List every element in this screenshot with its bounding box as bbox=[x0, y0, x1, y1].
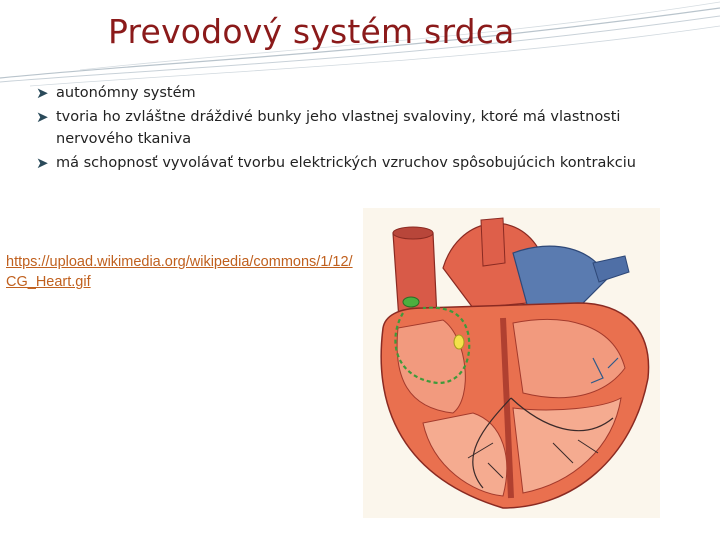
bullet-text: tvoria ho zvláštne dráždivé bunky jeho vlastnej svaloviny, ktoré má vlastnosti nervového tkaniva bbox=[56, 109, 621, 147]
heart-illustration bbox=[363, 208, 660, 518]
bullet-item bbox=[36, 82, 686, 104]
bullet-list bbox=[36, 82, 686, 176]
heart-conduction-illustration bbox=[363, 208, 660, 518]
source-link[interactable]: https://upload.wikimedia.org/wikipedia/commons/1/12/CG_Heart.gif bbox=[6, 254, 353, 290]
bullet-item bbox=[36, 106, 686, 150]
arrow-bullet-icon: ➤ bbox=[36, 154, 49, 172]
arrow-bullet-icon: ➤ bbox=[36, 84, 49, 102]
arrow-bullet-icon: ➤ bbox=[36, 108, 49, 126]
slide-title: Prevodový systém srdca bbox=[108, 12, 515, 51]
bullet-text: má schopnosť vyvolávať tvorbu elektrických vzruchov spôsobujúcich kontrakciu bbox=[56, 155, 636, 171]
bullet-item bbox=[36, 152, 686, 174]
bullet-text: autonómny systém bbox=[56, 85, 196, 101]
